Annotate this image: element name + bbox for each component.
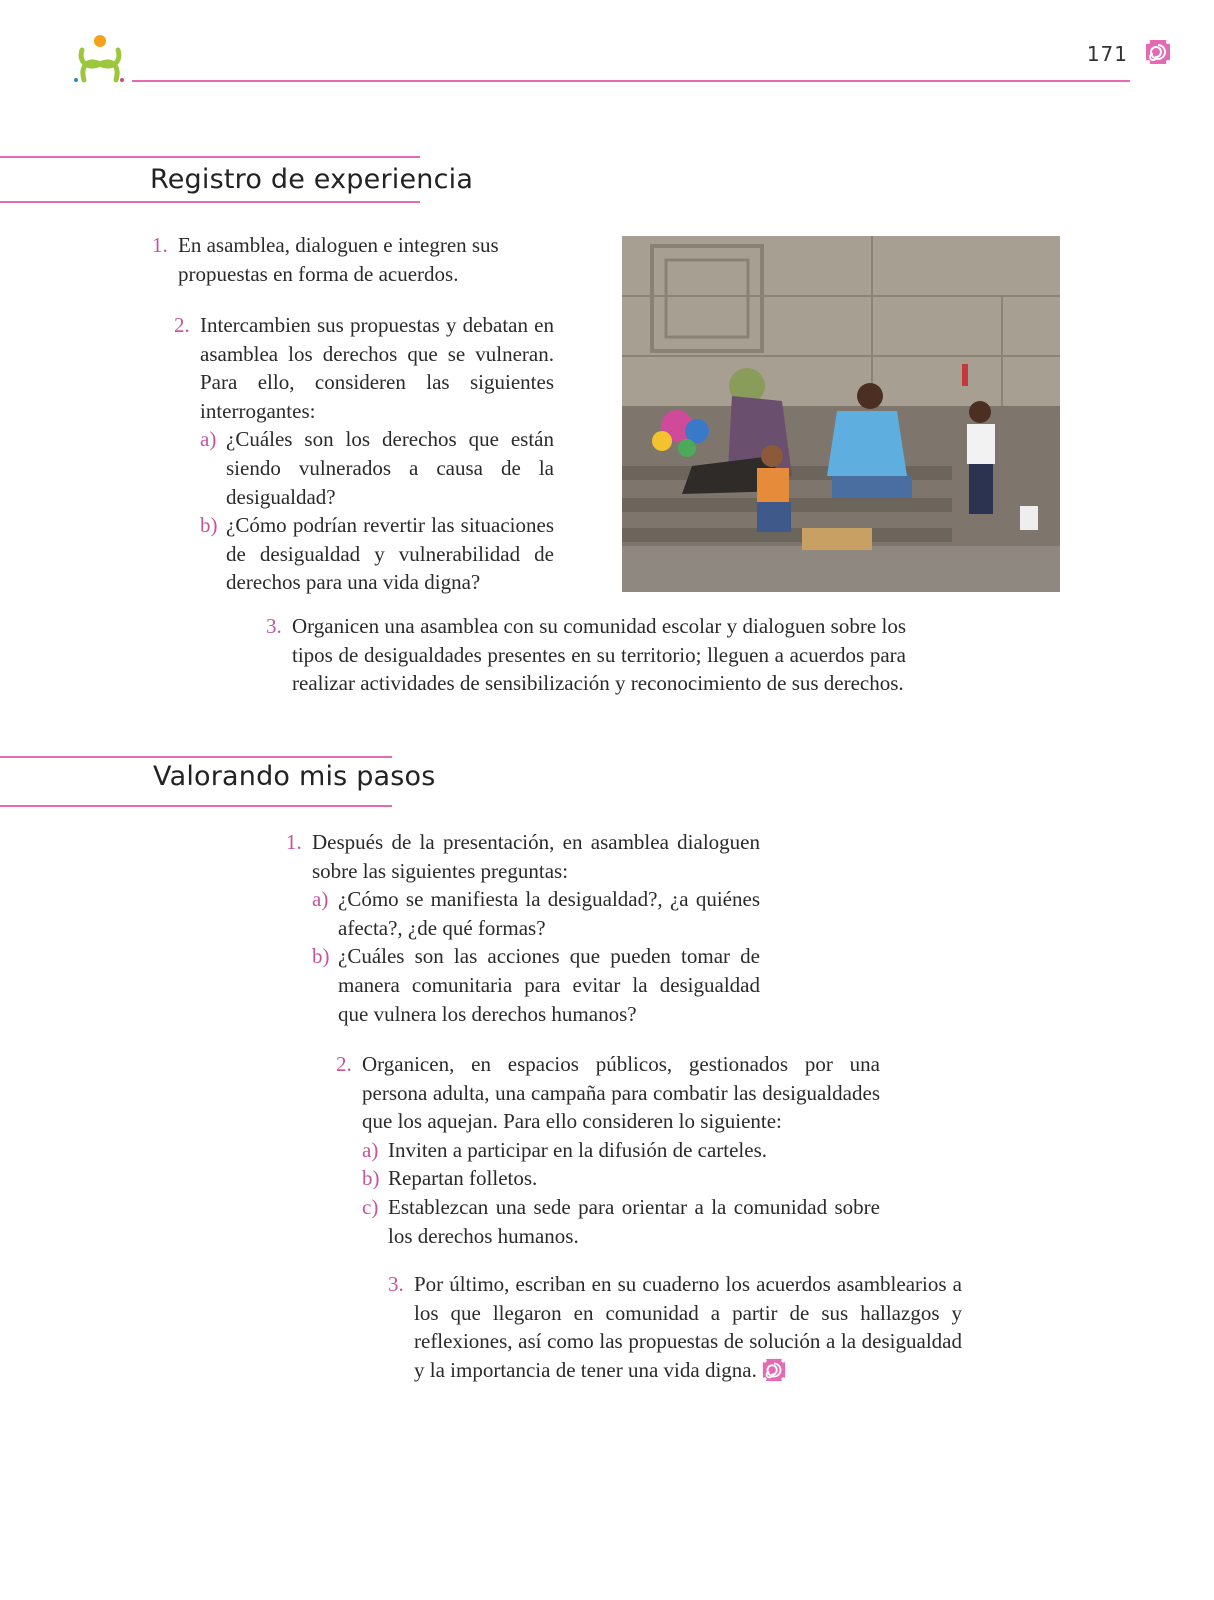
header-rule xyxy=(132,80,1130,82)
subitem-text: ¿Cuáles son los derechos que están siendo vulnerados a causa de la desigualdad? xyxy=(226,427,554,509)
page-number: 171 xyxy=(1086,42,1128,66)
item-number: 2. xyxy=(174,313,190,337)
item-number: 3. xyxy=(388,1272,404,1296)
item-number: 1. xyxy=(286,830,302,854)
subitem-text: ¿Cómo se manifiesta la desigualdad?, ¿a quiénes afecta?, ¿de qué formas? xyxy=(338,887,760,940)
subitem-label: c) xyxy=(362,1194,379,1219)
registro-item-1 xyxy=(152,231,538,288)
pink-spiral-ornament-icon xyxy=(761,1357,787,1383)
item-text: Por último, escriban en su cuaderno los acuerdos asamblearios a los que llegaron en comunidad a partir de sus hallazgos y reflexiones, así como las propuestas de solución a la desigualdad y la importancia de tener una vida digna. xyxy=(414,1272,962,1382)
item-text: Intercambien sus propuestas y debatan en asamblea los derechos que se vulneran. Para ello, consideren las siguientes interrogantes: xyxy=(200,313,554,423)
valorando-item-1 xyxy=(286,828,760,1028)
subitem-text: ¿Cuáles son las acciones que pueden tomar de manera comunitaria para evitar la desigualdad que vulnera los derechos humanos? xyxy=(338,944,760,1026)
subitem-text: Inviten a participar en la difusión de carteles. xyxy=(388,1137,768,1162)
subitem-label: a) xyxy=(362,1137,379,1162)
subitem-b xyxy=(200,511,554,597)
subitem-b xyxy=(312,942,760,1028)
item-number: 3. xyxy=(266,614,282,638)
subitem-label: b) xyxy=(312,944,330,969)
subitem-a xyxy=(312,885,760,942)
valorando-item-2 xyxy=(336,1050,880,1250)
subitem-b xyxy=(362,1164,880,1193)
subitem-text: Establezcan una sede para orientar a la comunidad sobre los derechos humanos. xyxy=(388,1194,880,1248)
subitem-text: ¿Cómo podrían revertir las situaciones de desigualdad y vulnerabilidad de derechos para una vida digna? xyxy=(226,513,554,595)
section-rule-top xyxy=(0,156,420,158)
section-title-valorando: Valorando mis pasos xyxy=(153,761,436,792)
subitem-c xyxy=(362,1193,880,1250)
item-number: 2. xyxy=(336,1052,352,1076)
subitem-label: b) xyxy=(362,1166,380,1191)
registro-item-2 xyxy=(174,311,554,597)
section-title-registro: Registro de experiencia xyxy=(150,164,474,195)
subitem-text: Repartan folletos. xyxy=(388,1166,538,1191)
item-text: En asamblea, dialoguen e integren sus propuestas en forma de acuerdos. xyxy=(178,233,499,286)
item-text: Después de la presentación, en asamblea dialoguen sobre las siguientes preguntas: xyxy=(312,830,760,883)
green-figure-logo-icon xyxy=(70,32,130,88)
subitem-label: a) xyxy=(312,887,329,912)
subitem-a xyxy=(362,1136,880,1165)
item-text: Organicen una asamblea con su comunidad escolar y dialoguen sobre los tipos de desigualdades presentes en su territorio; lleguen a acuerdos para realizar actividades de sensibilización y reconocimiento de sus derechos. xyxy=(292,614,906,696)
subitem-label: b) xyxy=(200,513,218,538)
pink-spiral-ornament-icon xyxy=(1144,38,1172,66)
subitem-label: a) xyxy=(200,427,217,452)
section-rule-bottom xyxy=(0,201,420,203)
item-number: 1. xyxy=(152,233,168,257)
item-text: Organicen, en espacios públicos, gestionados por una persona adulta, una campaña para combatir las desigualdades que los aquejan. Para ello consideren lo siguiente: xyxy=(362,1052,880,1134)
section-rule-bottom xyxy=(0,805,392,807)
section-rule-top xyxy=(0,756,392,758)
registro-item-3 xyxy=(266,612,906,698)
valorando-item-3 xyxy=(388,1270,962,1384)
street-vendor-family-photo xyxy=(622,236,1060,592)
subitem-a xyxy=(200,425,554,511)
